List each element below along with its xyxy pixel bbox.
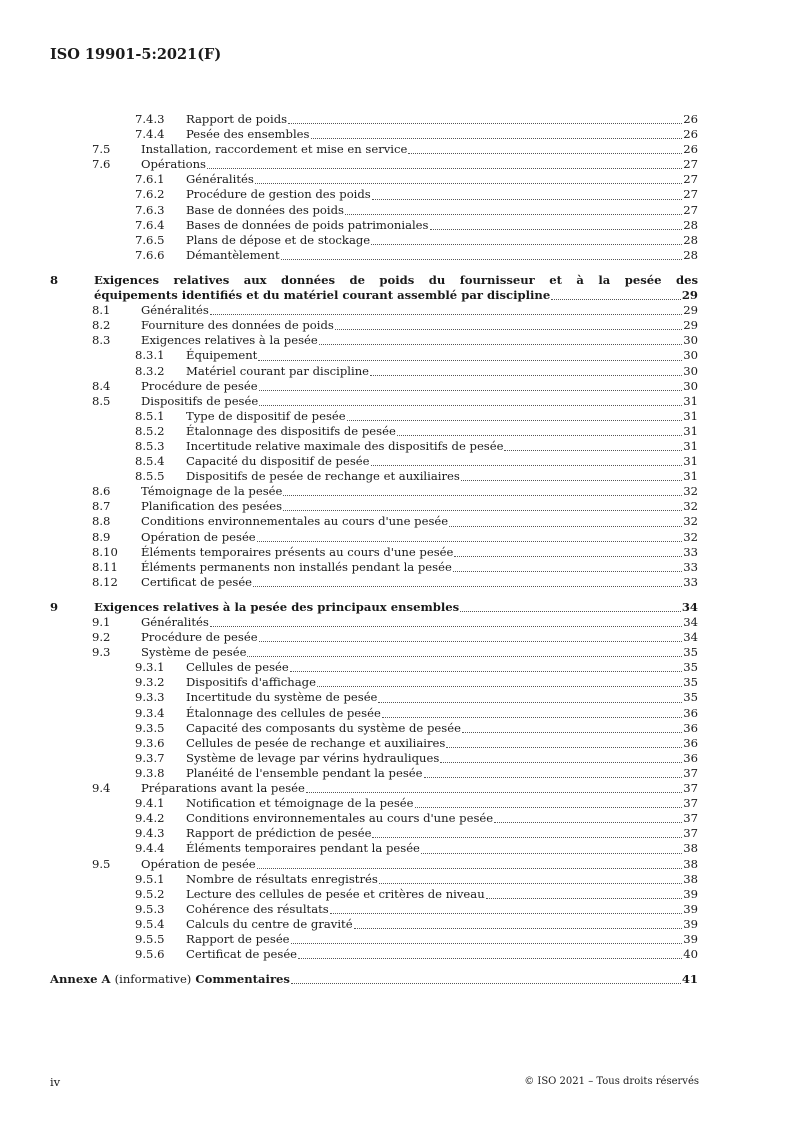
toc-entry-title: Cohérence des résultats xyxy=(186,901,329,916)
toc-entry-title: Incertitude relative maximale des dispositifs de pesée xyxy=(186,438,504,453)
toc-entry-page: 26 xyxy=(683,112,698,126)
toc-entry-page: 28 xyxy=(683,232,698,247)
toc-entry-page: 29 xyxy=(683,318,698,333)
dot-leader xyxy=(551,299,681,300)
toc-entry-page: 32 xyxy=(683,499,698,514)
toc-entry-number: 9.3.1 xyxy=(135,660,165,675)
toc-entry-page: 37 xyxy=(683,781,698,796)
toc-entry-page: 26 xyxy=(683,127,698,142)
toc-entry-page: 36 xyxy=(683,750,698,765)
dot-leader xyxy=(424,777,683,778)
toc-entry-number: 8.3.1 xyxy=(135,348,165,363)
toc-entry[interactable] xyxy=(50,142,698,157)
toc-entry[interactable] xyxy=(50,454,698,469)
dot-leader xyxy=(486,898,683,899)
toc-entry-page: 34 xyxy=(683,615,698,629)
table-of-contents xyxy=(50,112,698,987)
dot-leader xyxy=(298,958,682,959)
dot-leader xyxy=(421,853,682,854)
toc-entry-page: 38 xyxy=(683,856,698,871)
toc-entry-number: 9.5.4 xyxy=(135,916,165,931)
toc-entry-number: 9.3.2 xyxy=(135,675,165,690)
toc-entry-title: Rapport de prédiction de pesée xyxy=(186,826,372,841)
toc-entry-title: Plans de dépose et de stockage xyxy=(186,232,371,247)
toc-entry-number: 9.2 xyxy=(92,630,111,645)
toc-entry[interactable] xyxy=(50,887,698,902)
toc-entry-number: 8.8 xyxy=(92,514,111,529)
toc-section-9 xyxy=(50,615,698,962)
dot-leader xyxy=(504,450,682,451)
toc-entry-title: Dispositifs de pesée de rechange et auxiliaires xyxy=(186,469,460,484)
toc-entry-page: 37 xyxy=(683,811,698,826)
toc-entry-title: Pesée des ensembles xyxy=(186,127,310,142)
toc-entry-number: 8.2 xyxy=(92,318,111,333)
toc-entry[interactable] xyxy=(50,499,698,514)
toc-entry-page: 30 xyxy=(683,378,698,393)
toc-entry-title: Rapport de poids xyxy=(186,112,288,126)
dot-leader xyxy=(311,138,683,139)
dot-leader xyxy=(378,702,682,703)
toc-entry-number: 9.4.1 xyxy=(135,796,165,811)
copyright-notice: © ISO 2021 – Tous droits réservés xyxy=(524,1076,699,1087)
toc-entry-page: 27 xyxy=(683,187,698,202)
toc-annex-a[interactable] xyxy=(50,972,698,987)
toc-entry-title: Certificat de pesée xyxy=(141,574,253,589)
toc-entry[interactable] xyxy=(50,333,698,348)
dot-leader xyxy=(397,435,682,436)
toc-entry-page: 33 xyxy=(683,559,698,574)
toc-entry-title: Nombre de résultats enregistrés xyxy=(186,871,378,886)
toc-entry-title: Dispositifs de pesée xyxy=(141,393,259,408)
toc-entry[interactable] xyxy=(50,394,698,409)
toc-entry-title: Procédure de pesée xyxy=(141,630,258,645)
dot-leader xyxy=(462,732,682,733)
toc-entry[interactable] xyxy=(50,172,698,187)
toc-entry-number: 9.4 xyxy=(92,781,111,796)
dot-leader xyxy=(258,360,682,361)
toc-entry-number: 7.5 xyxy=(92,142,111,157)
toc-entry-title-line2: équipements identifiés et du matériel courant assemblé par discipline xyxy=(94,288,551,303)
toc-section-7 xyxy=(50,112,698,263)
toc-entry-page: 39 xyxy=(683,931,698,946)
toc-entry-number: 8.12 xyxy=(92,574,118,589)
toc-entry-number: 9.5.3 xyxy=(135,901,165,916)
toc-entry[interactable] xyxy=(50,736,698,751)
toc-entry-number: 8.5.1 xyxy=(135,408,165,423)
toc-entry-title: Incertitude du système de pesée xyxy=(186,690,378,705)
toc-entry-number: 8.3 xyxy=(92,333,111,348)
toc-entry-title: Étalonnage des dispositifs de pesée xyxy=(186,423,396,438)
toc-entry[interactable] xyxy=(50,514,698,529)
toc-entry[interactable] xyxy=(50,781,698,796)
dot-leader xyxy=(335,329,682,330)
dot-leader xyxy=(291,943,683,944)
toc-entry[interactable] xyxy=(50,364,698,379)
toc-entry-title: Calculs du centre de gravité xyxy=(186,916,353,931)
toc-entry[interactable] xyxy=(50,348,698,363)
toc-entry-page: 30 xyxy=(683,363,698,378)
dot-leader xyxy=(453,571,682,572)
toc-entry-title: Opération de pesée xyxy=(141,529,256,544)
toc-entry-title: Capacité des composants du système de pesée xyxy=(186,720,461,735)
toc-entry-title: Matériel courant par discipline xyxy=(186,363,370,378)
toc-entry-title: Généralités xyxy=(186,172,254,187)
toc-entry[interactable] xyxy=(50,439,698,454)
toc-entry-page: 35 xyxy=(683,645,698,660)
dot-leader xyxy=(449,526,682,527)
dot-leader xyxy=(440,762,682,763)
dot-leader xyxy=(283,510,682,511)
toc-entry-page: 38 xyxy=(683,841,698,856)
toc-entry[interactable] xyxy=(50,112,698,127)
toc-entry-page: 33 xyxy=(683,574,698,589)
toc-entry-number: 7.6.1 xyxy=(135,172,165,187)
dot-leader xyxy=(461,480,682,481)
toc-entry-page: 27 xyxy=(683,202,698,217)
toc-section-8 xyxy=(50,303,698,590)
toc-entry[interactable] xyxy=(50,248,698,263)
toc-entry-title: Cellules de pesée de rechange et auxiliaires xyxy=(186,735,446,750)
toc-entry-number: 9.4.4 xyxy=(135,841,165,856)
toc-entry-page: 31 xyxy=(683,454,698,469)
toc-entry[interactable] xyxy=(50,721,698,736)
toc-entry[interactable] xyxy=(50,127,698,142)
toc-entry-title: Étalonnage des cellules de pesée xyxy=(186,705,381,720)
toc-entry[interactable] xyxy=(50,630,698,645)
toc-entry[interactable] xyxy=(50,379,698,394)
toc-entry-title: Exigences relatives à la pesée des principaux ensembles xyxy=(94,599,460,614)
toc-entry-page: 30 xyxy=(683,348,698,363)
toc-entry-page: 32 xyxy=(683,514,698,529)
toc-entry-title: Éléments temporaires présents au cours d'une pesée xyxy=(141,544,454,559)
toc-entry[interactable] xyxy=(50,706,698,721)
toc-entry-number: 7.6.5 xyxy=(135,232,165,247)
toc-entry-page: 35 xyxy=(683,660,698,675)
toc-entry-title: Base de données des poids xyxy=(186,202,344,217)
toc-entry-number: 8.5.5 xyxy=(135,469,165,484)
toc-entry-page: 29 xyxy=(683,303,698,318)
toc-entry[interactable] xyxy=(50,645,698,660)
toc-entry[interactable] xyxy=(50,545,698,560)
dot-leader xyxy=(291,983,681,984)
toc-entry-title: Capacité du dispositif de pesée xyxy=(186,454,370,469)
toc-clause-8[interactable] xyxy=(50,273,698,303)
toc-entry[interactable] xyxy=(50,409,698,424)
dot-leader xyxy=(283,495,682,496)
dot-leader xyxy=(494,822,682,823)
toc-entry-title: Généralités xyxy=(141,615,209,629)
dot-leader xyxy=(259,641,683,642)
toc-entry-number: 8.5.2 xyxy=(135,423,165,438)
toc-entry-number: 9.1 xyxy=(92,615,111,629)
toc-entry-title: Conditions environnementales au cours d'une pesée xyxy=(186,811,494,826)
toc-entry-page: 31 xyxy=(683,393,698,408)
toc-entry[interactable] xyxy=(50,872,698,887)
dot-leader xyxy=(372,837,682,838)
dot-leader xyxy=(255,183,682,184)
toc-entry-number: 8.10 xyxy=(92,544,118,559)
toc-entry[interactable] xyxy=(50,826,698,841)
toc-entry-page: 40 xyxy=(683,947,698,962)
dot-leader xyxy=(257,868,683,869)
dot-leader xyxy=(259,390,683,391)
toc-clause-9[interactable] xyxy=(50,600,698,615)
toc-entry-page: 39 xyxy=(683,916,698,931)
toc-entry-number: 9.5.2 xyxy=(135,886,165,901)
toc-entry-page: 32 xyxy=(683,484,698,499)
toc-entry-number: 7.6 xyxy=(92,157,111,172)
toc-entry[interactable] xyxy=(50,796,698,811)
toc-entry-page: 37 xyxy=(683,796,698,811)
toc-entry-page: 37 xyxy=(683,826,698,841)
toc-entry-title: Éléments permanents non installés pendant la pesée xyxy=(141,559,452,574)
toc-entry-title: Planification des pesées xyxy=(141,499,283,514)
toc-entry[interactable] xyxy=(50,947,698,962)
toc-entry-title: Fourniture des données de poids xyxy=(141,318,334,333)
toc-entry-title: Préparations avant la pesée xyxy=(141,781,305,796)
toc-entry-number: 9.4.2 xyxy=(135,811,165,826)
toc-entry-number: 9.5.5 xyxy=(135,931,165,946)
toc-entry-title: Procédure de gestion des poids xyxy=(186,187,371,202)
toc-entry-number: 9.3.3 xyxy=(135,690,165,705)
toc-entry-page: 26 xyxy=(683,142,698,157)
toc-entry-number: 8.4 xyxy=(92,378,111,393)
toc-entry-number: 7.6.4 xyxy=(135,217,165,232)
toc-entry-number: 9.3 xyxy=(92,645,111,660)
toc-entry-title: Notification et témoignage de la pesée xyxy=(186,796,414,811)
toc-entry-title xyxy=(50,972,290,987)
dot-leader xyxy=(379,883,682,884)
annex-title: Commentaires xyxy=(195,972,290,987)
dot-leader xyxy=(259,405,682,406)
toc-entry-title: Témoignage de la pesée xyxy=(141,484,283,499)
toc-entry-page: 35 xyxy=(683,690,698,705)
dot-leader xyxy=(288,123,682,124)
toc-entry[interactable] xyxy=(50,675,698,690)
toc-entry-page: 29 xyxy=(681,288,698,303)
toc-entry[interactable] xyxy=(50,751,698,766)
toc-entry-page: 41 xyxy=(681,972,698,987)
toc-entry-title: Conditions environnementales au cours d'une pesée xyxy=(141,514,449,529)
toc-entry-title: Lecture des cellules de pesée et critères de niveau xyxy=(186,886,485,901)
toc-entry[interactable] xyxy=(50,469,698,484)
toc-entry-page: 36 xyxy=(683,735,698,750)
toc-entry-page: 32 xyxy=(683,529,698,544)
toc-entry-number: 9.3.6 xyxy=(135,735,165,750)
dot-leader xyxy=(372,199,682,200)
toc-entry-number: 8.7 xyxy=(92,499,111,514)
toc-entry-title: Bases de données de poids patrimoniales xyxy=(186,217,429,232)
toc-entry-title: Procédure de pesée xyxy=(141,378,258,393)
toc-entry-number: 8.5.4 xyxy=(135,454,165,469)
toc-entry-title: Généralités xyxy=(141,303,209,318)
toc-entry[interactable] xyxy=(50,318,698,333)
toc-entry-page: 35 xyxy=(683,675,698,690)
toc-entry[interactable] xyxy=(50,484,698,499)
toc-entry-title: Opération de pesée xyxy=(141,856,256,871)
toc-entry-number: 9.5.6 xyxy=(135,947,165,962)
toc-entry-number: 7.6.6 xyxy=(135,247,165,262)
toc-entry[interactable] xyxy=(50,615,698,630)
toc-entry-title: Cellules de pesée xyxy=(186,660,289,675)
toc-entry[interactable] xyxy=(50,157,698,172)
toc-entry-number: 8.3.2 xyxy=(135,363,165,378)
dot-leader xyxy=(370,375,682,376)
toc-entry-number: 9.3.7 xyxy=(135,750,165,765)
toc-entry-title: Démantèlement xyxy=(186,247,280,262)
toc-entry[interactable] xyxy=(50,766,698,781)
dot-leader xyxy=(415,807,683,808)
toc-entry[interactable] xyxy=(50,424,698,439)
toc-entry-page: 27 xyxy=(683,157,698,172)
dot-leader xyxy=(210,314,682,315)
document-id: ISO 19901-5:2021(F) xyxy=(50,46,222,63)
dot-leader xyxy=(210,626,682,627)
toc-entry-page: 31 xyxy=(683,469,698,484)
toc-entry[interactable] xyxy=(50,811,698,826)
dot-leader xyxy=(460,611,681,612)
toc-entry-number: 8 xyxy=(50,272,59,287)
toc-entry-title: Type de dispositif de pesée xyxy=(186,408,346,423)
toc-entry-title: Système de levage par vérins hydrauliques xyxy=(186,750,440,765)
toc-entry[interactable] xyxy=(50,530,698,545)
toc-entry-number: 8.5.3 xyxy=(135,438,165,453)
dot-leader xyxy=(207,168,682,169)
toc-entry-title: Éléments temporaires pendant la pesée xyxy=(186,841,420,856)
toc-entry[interactable] xyxy=(50,660,698,675)
toc-entry-page: 38 xyxy=(683,871,698,886)
toc-entry-page: 31 xyxy=(683,438,698,453)
dot-leader xyxy=(306,792,682,793)
toc-entry-number: 8.11 xyxy=(92,559,118,574)
toc-entry[interactable] xyxy=(50,841,698,856)
toc-entry-number: 8.5 xyxy=(92,393,111,408)
toc-entry-page: 28 xyxy=(683,247,698,262)
dot-leader xyxy=(446,747,682,748)
toc-entry[interactable] xyxy=(50,560,698,575)
dot-leader xyxy=(454,556,682,557)
dot-leader xyxy=(371,465,683,466)
toc-entry-number: 7.6.3 xyxy=(135,202,165,217)
toc-entry-number: 8.1 xyxy=(92,303,111,318)
toc-entry[interactable] xyxy=(50,932,698,947)
toc-entry-title: Exigences relatives à la pesée xyxy=(141,333,318,348)
toc-entry-page: 27 xyxy=(683,172,698,187)
dot-leader xyxy=(319,344,682,345)
toc-entry-page: 31 xyxy=(683,423,698,438)
toc-entry[interactable] xyxy=(50,575,698,590)
toc-entry-page: 34 xyxy=(681,599,698,614)
toc-entry-number: 9.3.5 xyxy=(135,720,165,735)
toc-entry-title: Dispositifs d'affichage xyxy=(186,675,316,690)
toc-entry-page: 36 xyxy=(683,720,698,735)
toc-entry-title: Équipement xyxy=(186,348,258,363)
toc-entry[interactable] xyxy=(50,857,698,872)
dot-leader xyxy=(290,671,682,672)
toc-entry-number: 9.3.4 xyxy=(135,705,165,720)
toc-entry-page: 37 xyxy=(683,765,698,780)
dot-leader xyxy=(317,686,682,687)
dot-leader xyxy=(430,229,683,230)
toc-entry[interactable] xyxy=(50,218,698,233)
toc-entry-number: 9.5 xyxy=(92,856,111,871)
toc-entry-page: 31 xyxy=(683,408,698,423)
toc-entry-page: 30 xyxy=(683,333,698,348)
toc-entry-number: 9 xyxy=(50,599,59,614)
dot-leader xyxy=(330,913,683,914)
dot-leader xyxy=(382,717,682,718)
toc-entry-number: 8.6 xyxy=(92,484,111,499)
toc-entry-page: 39 xyxy=(683,886,698,901)
toc-entry-title: Opérations xyxy=(141,157,207,172)
toc-entry-title: Certificat de pesée xyxy=(186,947,298,962)
toc-entry[interactable] xyxy=(50,233,698,248)
toc-entry-number: 9.5.1 xyxy=(135,871,165,886)
dot-leader xyxy=(345,214,682,215)
toc-entry-title: Planéité de l'ensemble pendant la pesée xyxy=(186,765,423,780)
dot-leader xyxy=(281,259,683,260)
toc-entry-title: Rapport de pesée xyxy=(186,931,290,946)
toc-entry[interactable] xyxy=(50,902,698,917)
toc-entry-number: 9.3.8 xyxy=(135,765,165,780)
toc-entry-title-line1: Exigences relatives aux données de poids du fournisseur et à la pesée des xyxy=(94,272,698,287)
dot-leader xyxy=(257,541,683,542)
dot-leader xyxy=(347,420,683,421)
dot-leader xyxy=(253,586,682,587)
toc-entry-number: 8.9 xyxy=(92,529,111,544)
toc-entry[interactable] xyxy=(50,203,698,218)
dot-leader xyxy=(408,153,682,154)
toc-entry[interactable] xyxy=(50,187,698,202)
toc-entry-page: 28 xyxy=(683,217,698,232)
toc-entry[interactable] xyxy=(50,303,698,318)
annex-label: Annexe A xyxy=(50,972,111,987)
toc-entry-page: 34 xyxy=(683,630,698,645)
toc-entry-title: Installation, raccordement et mise en service xyxy=(141,142,408,157)
toc-entry[interactable] xyxy=(50,917,698,932)
toc-entry-number: 7.4.3 xyxy=(135,112,165,126)
page-number: iv xyxy=(50,1075,61,1089)
toc-entry-page: 36 xyxy=(683,705,698,720)
toc-entry-title: Système de pesée xyxy=(141,645,247,660)
dot-leader xyxy=(247,656,682,657)
toc-entry-number: 9.4.3 xyxy=(135,826,165,841)
toc-entry[interactable] xyxy=(50,690,698,705)
toc-entry-page: 33 xyxy=(683,544,698,559)
toc-entry-number: 7.6.2 xyxy=(135,187,165,202)
toc-entry-page: 39 xyxy=(683,901,698,916)
dot-leader xyxy=(371,244,682,245)
dot-leader xyxy=(354,928,683,929)
annex-kind: (informative) xyxy=(114,972,192,987)
toc-entry-number: 7.4.4 xyxy=(135,127,165,142)
